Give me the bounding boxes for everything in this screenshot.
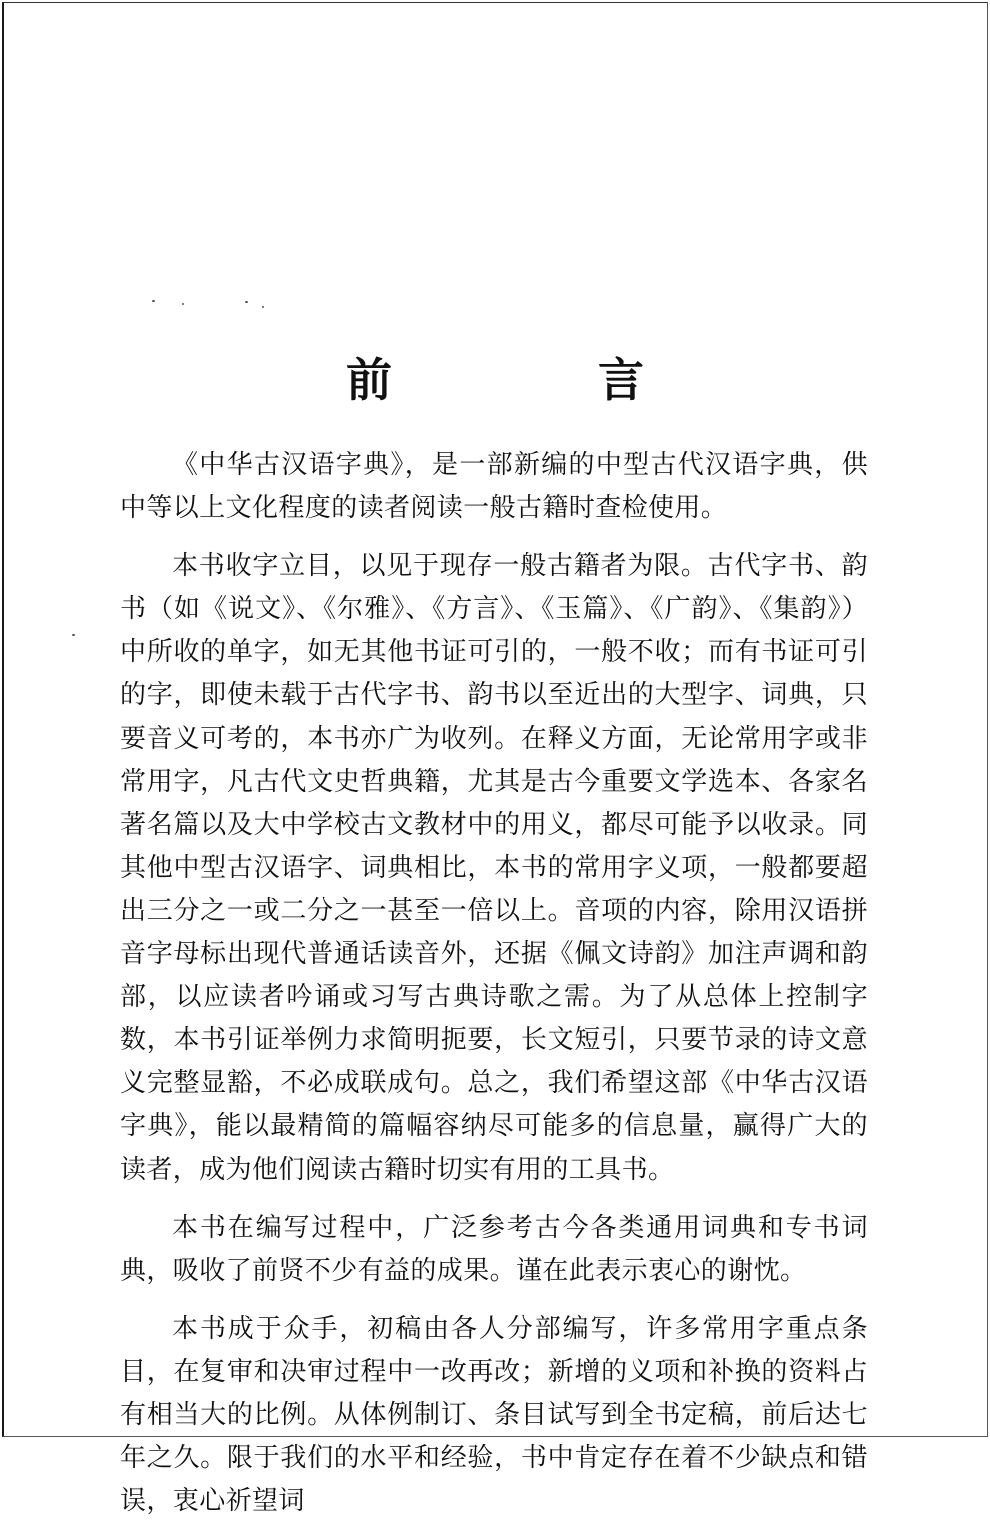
page-title: 前 言 — [346, 353, 724, 407]
preface-body — [120, 444, 868, 1538]
scan-speck — [182, 303, 184, 305]
paragraph: 本书在编写过程中，广泛参考古今各类通用词典和专书词典，吸收了前贤不少有益的成果。谨在此表示衷心的谢忱。 — [120, 1212, 868, 1286]
paragraph: 本书收字立目，以见于现存一般古籍者为限。古代字书、韵书（如《说文》、《尔雅》、《方言》、《玉篇》、《广韵》、《集韵》）中所收的单字，如无其他书证可引的，一般不收；而有书证可引的字，即使未载于古代字书、韵书以至近出的大型字、词典，只要音义可考的，本书亦广为收列。在释义方面，无论常用字或非常用字，凡古代文史哲典籍，尤其是古今重要文学选本、各家名著名篇以及大中学校古文教材中的用义，都尽可能予以收录。同其他中型古汉语字、词典相比，本书的常用字义项，一般都要超出三分之一或二分之一甚至一倍以上。音项的内容，除用汉语拼音字母标出现代普通话读音外，还据《佩文诗韵》加注声调和韵部，以应读者吟诵或习写古典诗歌之需。为了从总体上控制字数，本书引证举例力求简明扼要，长文短引，只要节录的诗文意义完整显豁，不必成联成句。总之，我们希望这部《中华古汉语字典》，能以最精简的篇幅容纳尽可能多的信息量，赢得广大的读者，成为他们阅读古籍时切实有用的工具书。 — [120, 551, 868, 1185]
scan-speck — [262, 306, 264, 308]
paragraph: 《中华古汉语字典》，是一部新编的中型古代汉语字典，供中等以上文化程度的读者阅读一般古籍时查检使用。 — [120, 450, 868, 524]
scan-speck — [152, 300, 155, 302]
scan-speck — [72, 634, 75, 636]
paragraph: 本书成于众手，初稿由各人分部编写，许多常用字重点条目，在复审和决审过程中一改再改；新增的义项和补换的资料占有相当大的比例。从体例制订、条目试写到全书定稿，前后达七年之久。限于我们的水平和经验，书中肯定存在着不少缺点和错误，衷心祈望词 — [120, 1313, 868, 1517]
scan-speck — [245, 301, 248, 303]
